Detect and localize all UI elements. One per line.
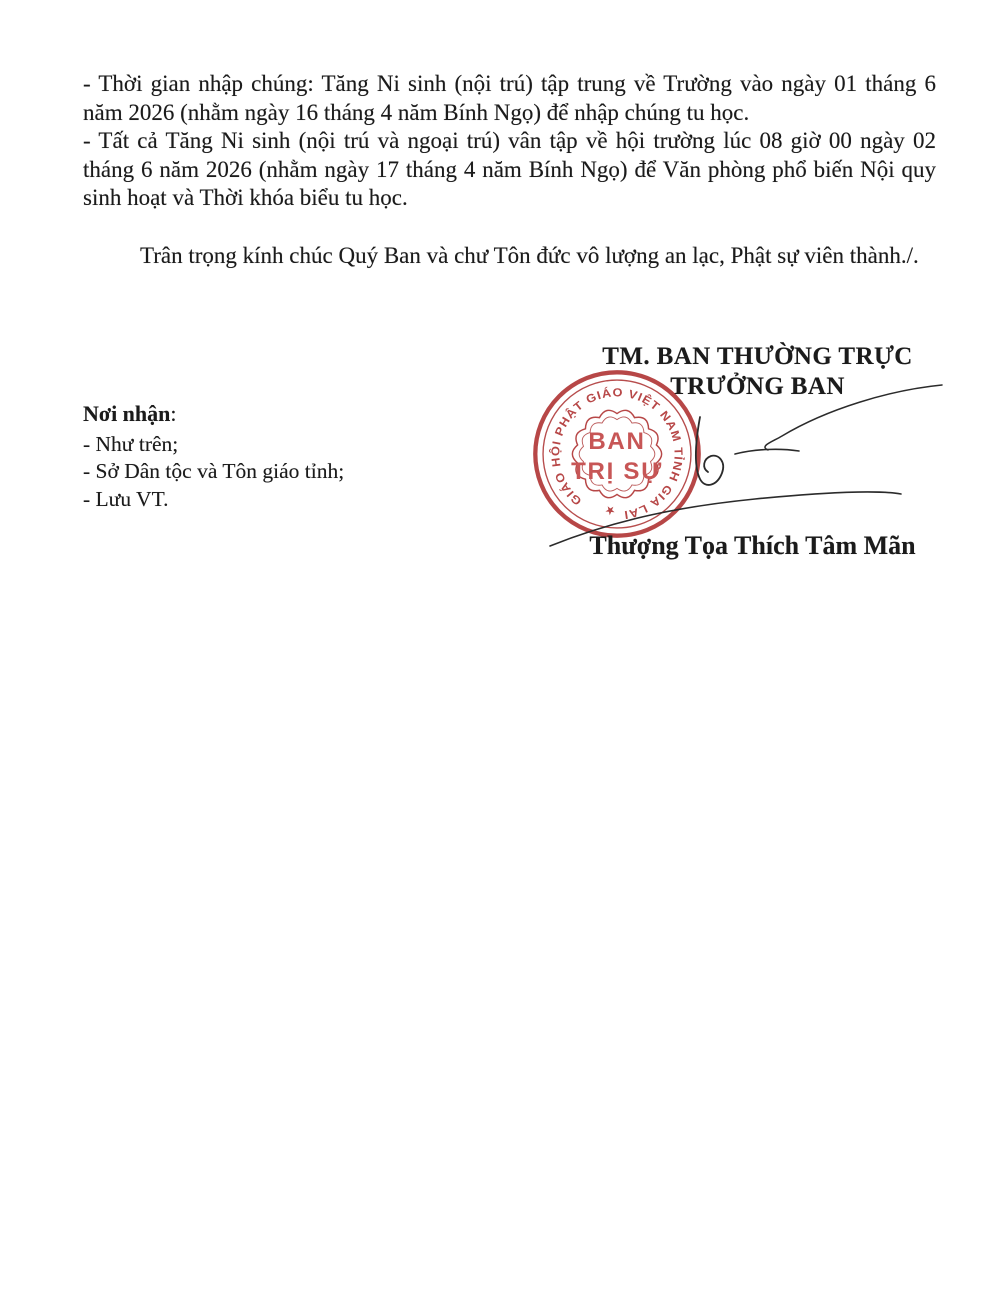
closing-paragraph: Trân trọng kính chúc Quý Ban và chư Tôn đức vô lượng an lạc, Phật sự viên thành./. <box>140 242 919 268</box>
recipient-item: - Như trên; <box>83 431 179 456</box>
signature-loop <box>696 417 723 485</box>
seal-center-line-1: BAN <box>588 427 646 455</box>
recipients-heading-label: Nơi nhận <box>83 401 171 426</box>
recipients-heading <box>83 400 344 428</box>
body-paragraph: - Thời gian nhập chúng: Tăng Ni sinh (nội trú) tập trung về Trường vào ngày 01 tháng 6 năm 2026 (nhằm ngày 16 tháng 4 năm Bính Ngọ) để nhập chúng tu học. <box>83 71 936 125</box>
signature-ink <box>525 365 955 550</box>
recipients-block <box>83 400 344 513</box>
authority-line-2: TRƯỞNG BAN <box>670 373 845 400</box>
seal-star-icon: ★ <box>604 503 617 518</box>
body-paragraph: - Tất cả Tăng Ni sinh (nội trú và ngoại trú) vân tập về hội trường lúc 08 giờ 00 ngày 02 tháng 6 năm 2026 (nhằm ngày 17 tháng 4 năm Bính Ngọ) để Văn phòng phổ biến Nội quy sinh hoạt và Thời khóa biểu tu học. <box>83 128 936 211</box>
signer-name: Thượng Tọa Thích Tâm Mãn <box>589 531 916 560</box>
seal-center-line-2: TRỊ SỰ <box>571 457 663 485</box>
signature-top-flourish <box>765 385 942 450</box>
document-body <box>83 70 936 271</box>
recipient-item: - Lưu VT. <box>83 486 169 511</box>
authority-line-1: TM. BAN THƯỜNG TRỰC <box>602 343 913 370</box>
recipient-item: - Sở Dân tộc và Tôn giáo tỉnh; <box>83 459 345 483</box>
signature-small-dash <box>735 449 799 454</box>
seal-ring-text: GIÁO HỘI PHẬT GIÁO VIỆT NAM TỈNH GIA LAI <box>549 386 685 522</box>
recipients-heading-colon: : <box>170 401 177 426</box>
